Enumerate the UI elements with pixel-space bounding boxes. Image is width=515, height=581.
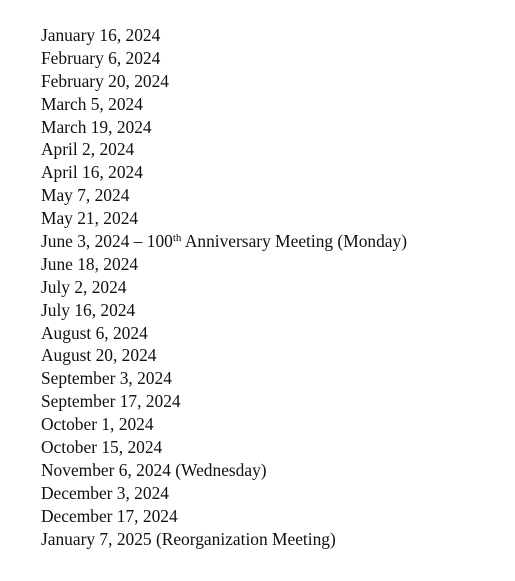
meeting-date: June 18, 2024 [41, 253, 139, 274]
meeting-date: December 17, 2024 [41, 505, 178, 526]
meeting-date: August 20, 2024 [41, 345, 157, 366]
meeting-date: September 17, 2024 [41, 391, 181, 412]
meeting-date: July 16, 2024 [41, 299, 136, 320]
anniversary-meeting-note: Anniversary Meeting (Monday) [181, 231, 407, 252]
meeting-date: January 7, 2025 (Reorganization Meeting) [41, 528, 336, 549]
ordinal-suffix: th [172, 232, 182, 245]
meeting-date: April 16, 2024 [41, 162, 143, 183]
meeting-date: November 6, 2024 (Wednesday) [41, 459, 267, 480]
meeting-date: February 6, 2024 [41, 47, 161, 68]
meeting-date: October 1, 2024 [41, 414, 154, 435]
meeting-date-anniversary [41, 230, 407, 253]
meeting-date: May 7, 2024 [41, 185, 130, 206]
meeting-date: January 16, 2024 [41, 25, 161, 45]
meeting-date: March 5, 2024 [41, 93, 143, 114]
meeting-date-list [41, 24, 407, 550]
meeting-date: February 20, 2024 [41, 70, 169, 91]
anniversary-date-text: June 3, 2024 – 100 [41, 231, 173, 252]
meeting-date: April 2, 2024 [41, 139, 135, 160]
meeting-date: March 19, 2024 [41, 116, 152, 137]
meeting-date: October 15, 2024 [41, 437, 163, 458]
meeting-date: December 3, 2024 [41, 482, 169, 503]
meeting-date: May 21, 2024 [41, 208, 139, 229]
meeting-date: July 2, 2024 [41, 276, 127, 297]
meeting-date: August 6, 2024 [41, 322, 148, 343]
meeting-date: September 3, 2024 [41, 368, 172, 389]
